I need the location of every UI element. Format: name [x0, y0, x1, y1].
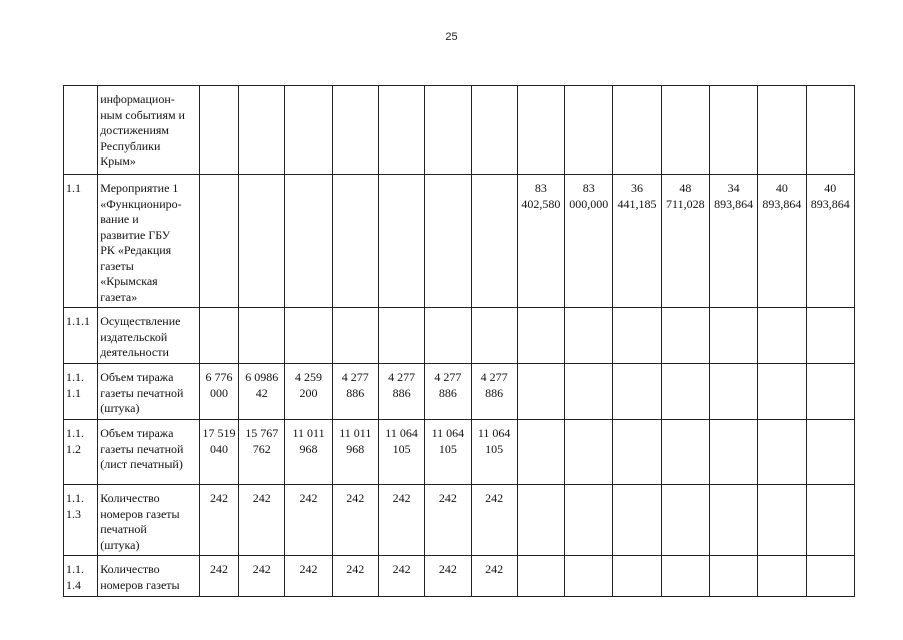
value-cell [517, 364, 564, 420]
value-cell: 4 277 886 [471, 364, 517, 420]
value-cell [285, 86, 332, 175]
value-cell [613, 364, 661, 420]
value-cell [239, 86, 285, 175]
row-number-cell [64, 86, 98, 175]
row-number-cell: 1.1. 1.1 [64, 364, 98, 420]
value-cell [661, 556, 709, 597]
value-cell [758, 364, 806, 420]
value-cell [517, 485, 564, 556]
value-cell [661, 420, 709, 485]
value-cell [517, 308, 564, 364]
value-cell [565, 86, 613, 175]
value-cell [378, 86, 424, 175]
value-cell [332, 175, 378, 308]
value-cell [613, 485, 661, 556]
value-cell: 242 [199, 556, 238, 597]
data-table [63, 85, 855, 597]
table-row [64, 175, 855, 308]
value-cell [661, 308, 709, 364]
value-cell [709, 364, 757, 420]
value-cell: 242 [378, 556, 424, 597]
value-cell [806, 308, 854, 364]
value-cell [613, 86, 661, 175]
row-name-cell: Осуществление издательской деятельности [98, 308, 200, 364]
value-cell [425, 86, 471, 175]
value-cell: 242 [378, 485, 424, 556]
value-cell [661, 86, 709, 175]
row-number-cell: 1.1. 1.3 [64, 485, 98, 556]
row-name-cell: Объем тиража газеты печатной (штука) [98, 364, 200, 420]
value-cell [199, 175, 238, 308]
value-cell: 242 [471, 556, 517, 597]
value-cell [758, 420, 806, 485]
value-cell: 242 [285, 556, 332, 597]
value-cell [565, 308, 613, 364]
value-cell: 242 [332, 485, 378, 556]
value-cell [661, 485, 709, 556]
row-name-cell: Мероприятие 1 «Функциониро- вание и развитие ГБУ РК «Редакция газеты «Крымская газета» [98, 175, 200, 308]
value-cell: 6 0986 42 [239, 364, 285, 420]
page-number: 25 [445, 31, 458, 43]
value-cell: 242 [285, 485, 332, 556]
value-cell: 242 [239, 556, 285, 597]
value-cell [565, 420, 613, 485]
row-name-cell: Количество номеров газеты печатной (штука) [98, 485, 200, 556]
value-cell [239, 308, 285, 364]
row-number-cell: 1.1 [64, 175, 98, 308]
value-cell [806, 485, 854, 556]
table-row [64, 485, 855, 556]
value-cell: 6 776 000 [199, 364, 238, 420]
value-cell [517, 86, 564, 175]
value-cell: 11 064 105 [471, 420, 517, 485]
value-cell: 11 011 968 [285, 420, 332, 485]
value-cell [709, 308, 757, 364]
value-cell [758, 485, 806, 556]
value-cell [471, 308, 517, 364]
value-cell [613, 420, 661, 485]
table-row [64, 308, 855, 364]
table-row [64, 556, 855, 597]
value-cell [806, 86, 854, 175]
value-cell: 4 277 886 [425, 364, 471, 420]
value-cell [285, 308, 332, 364]
value-cell: 4 277 886 [332, 364, 378, 420]
value-cell [378, 308, 424, 364]
value-cell [199, 86, 238, 175]
value-cell [565, 485, 613, 556]
value-cell: 242 [425, 485, 471, 556]
value-cell [806, 364, 854, 420]
value-cell [199, 308, 238, 364]
value-cell [378, 175, 424, 308]
value-cell [565, 556, 613, 597]
value-cell: 36 441,185 [613, 175, 661, 308]
value-cell [332, 86, 378, 175]
row-name-cell: информацион- ным событиям и достижениям Республики Крым» [98, 86, 200, 175]
row-number-cell: 1.1.1 [64, 308, 98, 364]
value-cell [425, 308, 471, 364]
row-number-cell: 1.1. 1.4 [64, 556, 98, 597]
value-cell: 83 000,000 [565, 175, 613, 308]
value-cell [285, 175, 332, 308]
value-cell: 242 [199, 485, 238, 556]
value-cell: 242 [425, 556, 471, 597]
value-cell: 17 519 040 [199, 420, 238, 485]
value-cell: 4 277 886 [378, 364, 424, 420]
value-cell [806, 420, 854, 485]
value-cell [613, 308, 661, 364]
value-cell [517, 420, 564, 485]
value-cell: 242 [239, 485, 285, 556]
value-cell [661, 364, 709, 420]
value-cell [613, 556, 661, 597]
table-row [64, 420, 855, 485]
value-cell: 15 767 762 [239, 420, 285, 485]
value-cell: 11 064 105 [425, 420, 471, 485]
table-row [64, 364, 855, 420]
table-row [64, 86, 855, 175]
value-cell: 34 893,864 [709, 175, 757, 308]
value-cell: 40 893,864 [806, 175, 854, 308]
row-name-cell: Количество номеров газеты [98, 556, 200, 597]
value-cell: 11 011 968 [332, 420, 378, 485]
value-cell: 11 064 105 [378, 420, 424, 485]
value-cell: 40 893,864 [758, 175, 806, 308]
value-cell [758, 556, 806, 597]
value-cell: 83 402,580 [517, 175, 564, 308]
value-cell [565, 364, 613, 420]
value-cell [709, 420, 757, 485]
value-cell [517, 556, 564, 597]
value-cell [471, 175, 517, 308]
value-cell [806, 556, 854, 597]
value-cell: 48 711,028 [661, 175, 709, 308]
value-cell [758, 308, 806, 364]
value-cell [471, 86, 517, 175]
value-cell: 242 [471, 485, 517, 556]
row-number-cell: 1.1. 1.2 [64, 420, 98, 485]
table-body [64, 86, 855, 597]
value-cell [425, 175, 471, 308]
row-name-cell: Объем тиража газеты печатной (лист печатный) [98, 420, 200, 485]
value-cell [709, 556, 757, 597]
value-cell [239, 175, 285, 308]
value-cell [332, 308, 378, 364]
value-cell [758, 86, 806, 175]
value-cell: 242 [332, 556, 378, 597]
value-cell: 4 259 200 [285, 364, 332, 420]
value-cell [709, 86, 757, 175]
value-cell [709, 485, 757, 556]
